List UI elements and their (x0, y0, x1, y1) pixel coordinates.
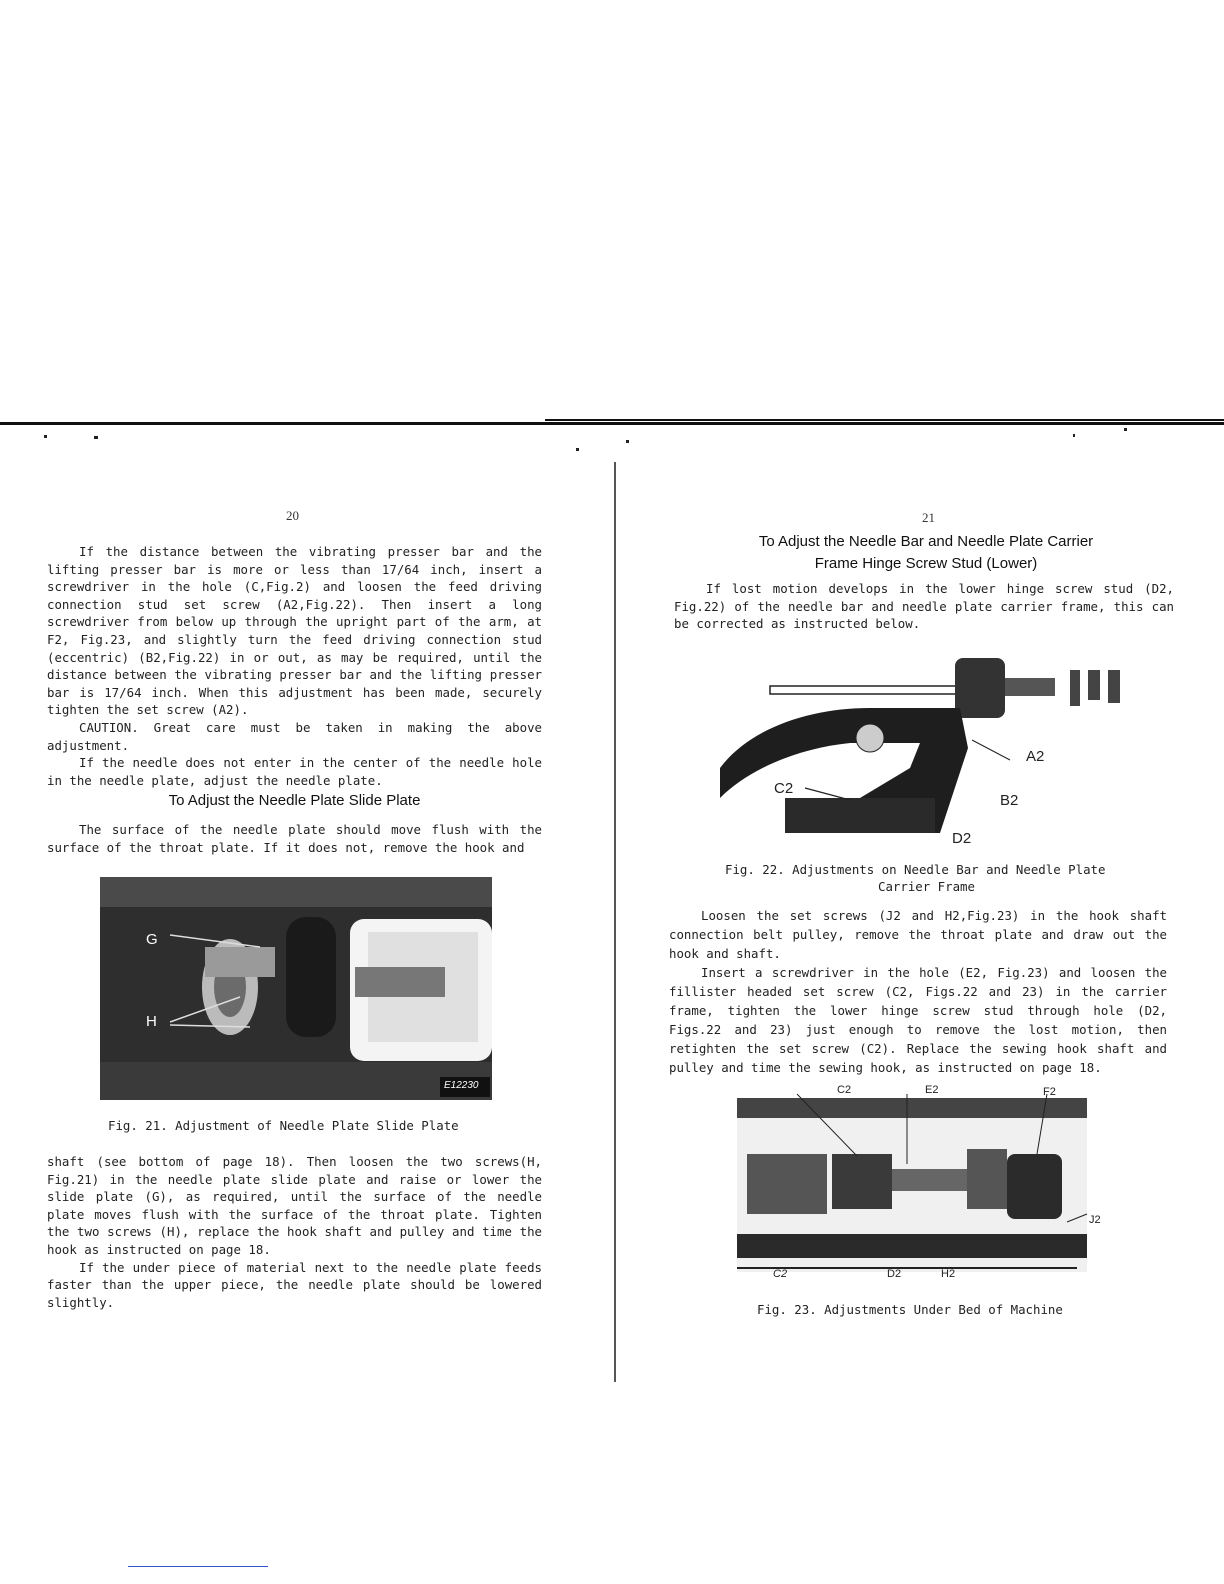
figure-label-g: G (146, 931, 158, 948)
paragraph: If the needle does not enter in the center of the needle hole in the needle plate, adjust the needle plate. (47, 755, 542, 788)
figure-label-j2: J2 (1089, 1214, 1101, 1226)
figure-label-b2: B2 (1000, 792, 1019, 809)
right-text-intro (674, 580, 1174, 633)
figure-label-d2: D2 (952, 830, 972, 847)
paragraph: CAUTION. Great care must be taken in making the above adjustment. (47, 719, 542, 753)
left-text-top (47, 543, 542, 789)
figure-label-f2: F2 (1043, 1086, 1056, 1098)
figure-22-photo (710, 648, 1140, 848)
under-bed-illustration (737, 1084, 1087, 1280)
figure-label-h2: H2 (941, 1268, 956, 1280)
paragraph: The surface of the needle plate should move flush with the surface of the throat plate. If it does not, remove the hook and (47, 822, 542, 855)
paragraph: Insert a screwdriver in the hole (E2, Fig.23) and loosen the fillister headed set screw (C2, Figs.22 and 23) in the carrier frame, tighten the lower hinge screw stud through hole (D2, Figs.22 and 23) just enough to remove the lost motion, then retighten the set screw (C2). Replace the sewing hook shaft and pulley and time the sewing hook, as instructed on page 18. (669, 965, 1167, 1075)
bottom-rule (128, 1566, 268, 1567)
right-text-main (669, 906, 1167, 1077)
figure-label-c2: C2 (774, 780, 794, 797)
page-spine (614, 462, 616, 1382)
figure-label-e2: E2 (925, 1084, 939, 1096)
scan-speck (626, 440, 629, 443)
top-rule-right (545, 419, 1224, 421)
figure-label-c2-top: C2 (837, 1084, 852, 1096)
figure-code: E12230 (444, 1080, 479, 1091)
carrier-frame-illustration (710, 648, 1140, 848)
figure-22-caption-line1: Fig. 22. Adjustments on Needle Bar and Needle Plate (725, 862, 1106, 877)
figure-22-caption-line2: Carrier Frame (878, 879, 975, 894)
section-heading-line2: Frame Hinge Screw Stud (Lower) (814, 555, 1038, 572)
figure-23-caption: Fig. 23. Adjustments Under Bed of Machine (757, 1302, 1063, 1317)
figure-label-h: H (146, 1013, 157, 1030)
machine-photo-illustration (100, 877, 492, 1100)
top-rule (0, 422, 1224, 425)
scan-speck (44, 435, 47, 438)
figure-21-caption: Fig. 21. Adjustment of Needle Plate Slide Plate (108, 1118, 459, 1133)
section-heading-line1: To Adjust the Needle Bar and Needle Plate Carrier (758, 533, 1094, 550)
paragraph: If the distance between the vibrating presser bar and the lifting presser bar is more or less than 17/64 inch, insert a screwdriver in the hole (C,Fig.2) and loosen the feed driving connection stud set screw (A2,Fig.22). Then insert a long screwdriver from below up through the upright part of the arm, at F2, Fig.23, and slightly turn the feed driving connection stud (eccentric) (B2,Fig.22) in or out, as may be required, until the distance between the vibrating presser bar and the lifting presser bar is 17/64 inch. When this adjustment has been made, securely tighten the set screw (A2). (47, 544, 542, 718)
paragraph: If lost motion develops in the lower hinge screw stud (D2, Fig.22) of the needle bar and needle plate carrier frame, this can be corrected as instructed below. (674, 581, 1174, 632)
paragraph: shaft (see bottom of page 18). Then loosen the two screws(H, Fig.21) in the needle plate slide plate and raise or lower the slide plate (G), as required, until the surface of the needle plate moves flush with the surface of the throat plate. Tighten the two screws (H), replace the hook shaft and pulley and time the hook as instructed on page 18. (47, 1154, 542, 1257)
paragraph: If the under piece of material next to the needle plate feeds faster than the upper piece, the needle plate should be lowered slightly. (47, 1259, 542, 1310)
figure-label-d2: D2 (887, 1268, 902, 1280)
figure-21-photo (100, 877, 492, 1100)
left-text-mid (47, 821, 542, 856)
page-number-right: 21 (922, 510, 935, 525)
scan-speck (1124, 428, 1127, 431)
scan-speck (1073, 434, 1075, 437)
figure-label-a2: A2 (1026, 748, 1045, 765)
section-heading: To Adjust the Needle Plate Slide Plate (168, 792, 421, 809)
left-text-bottom (47, 1153, 542, 1311)
figure-label-c2-bottom: C2 (773, 1268, 788, 1280)
scan-speck (94, 436, 98, 439)
scan-speck (576, 448, 579, 451)
paragraph: Loosen the set screws (J2 and H2,Fig.23) in the hook shaft connection belt pulley, remove the throat plate and draw out the hook and shaft. (669, 908, 1167, 961)
page-number-left: 20 (286, 508, 299, 523)
figure-23-photo (737, 1084, 1101, 1280)
